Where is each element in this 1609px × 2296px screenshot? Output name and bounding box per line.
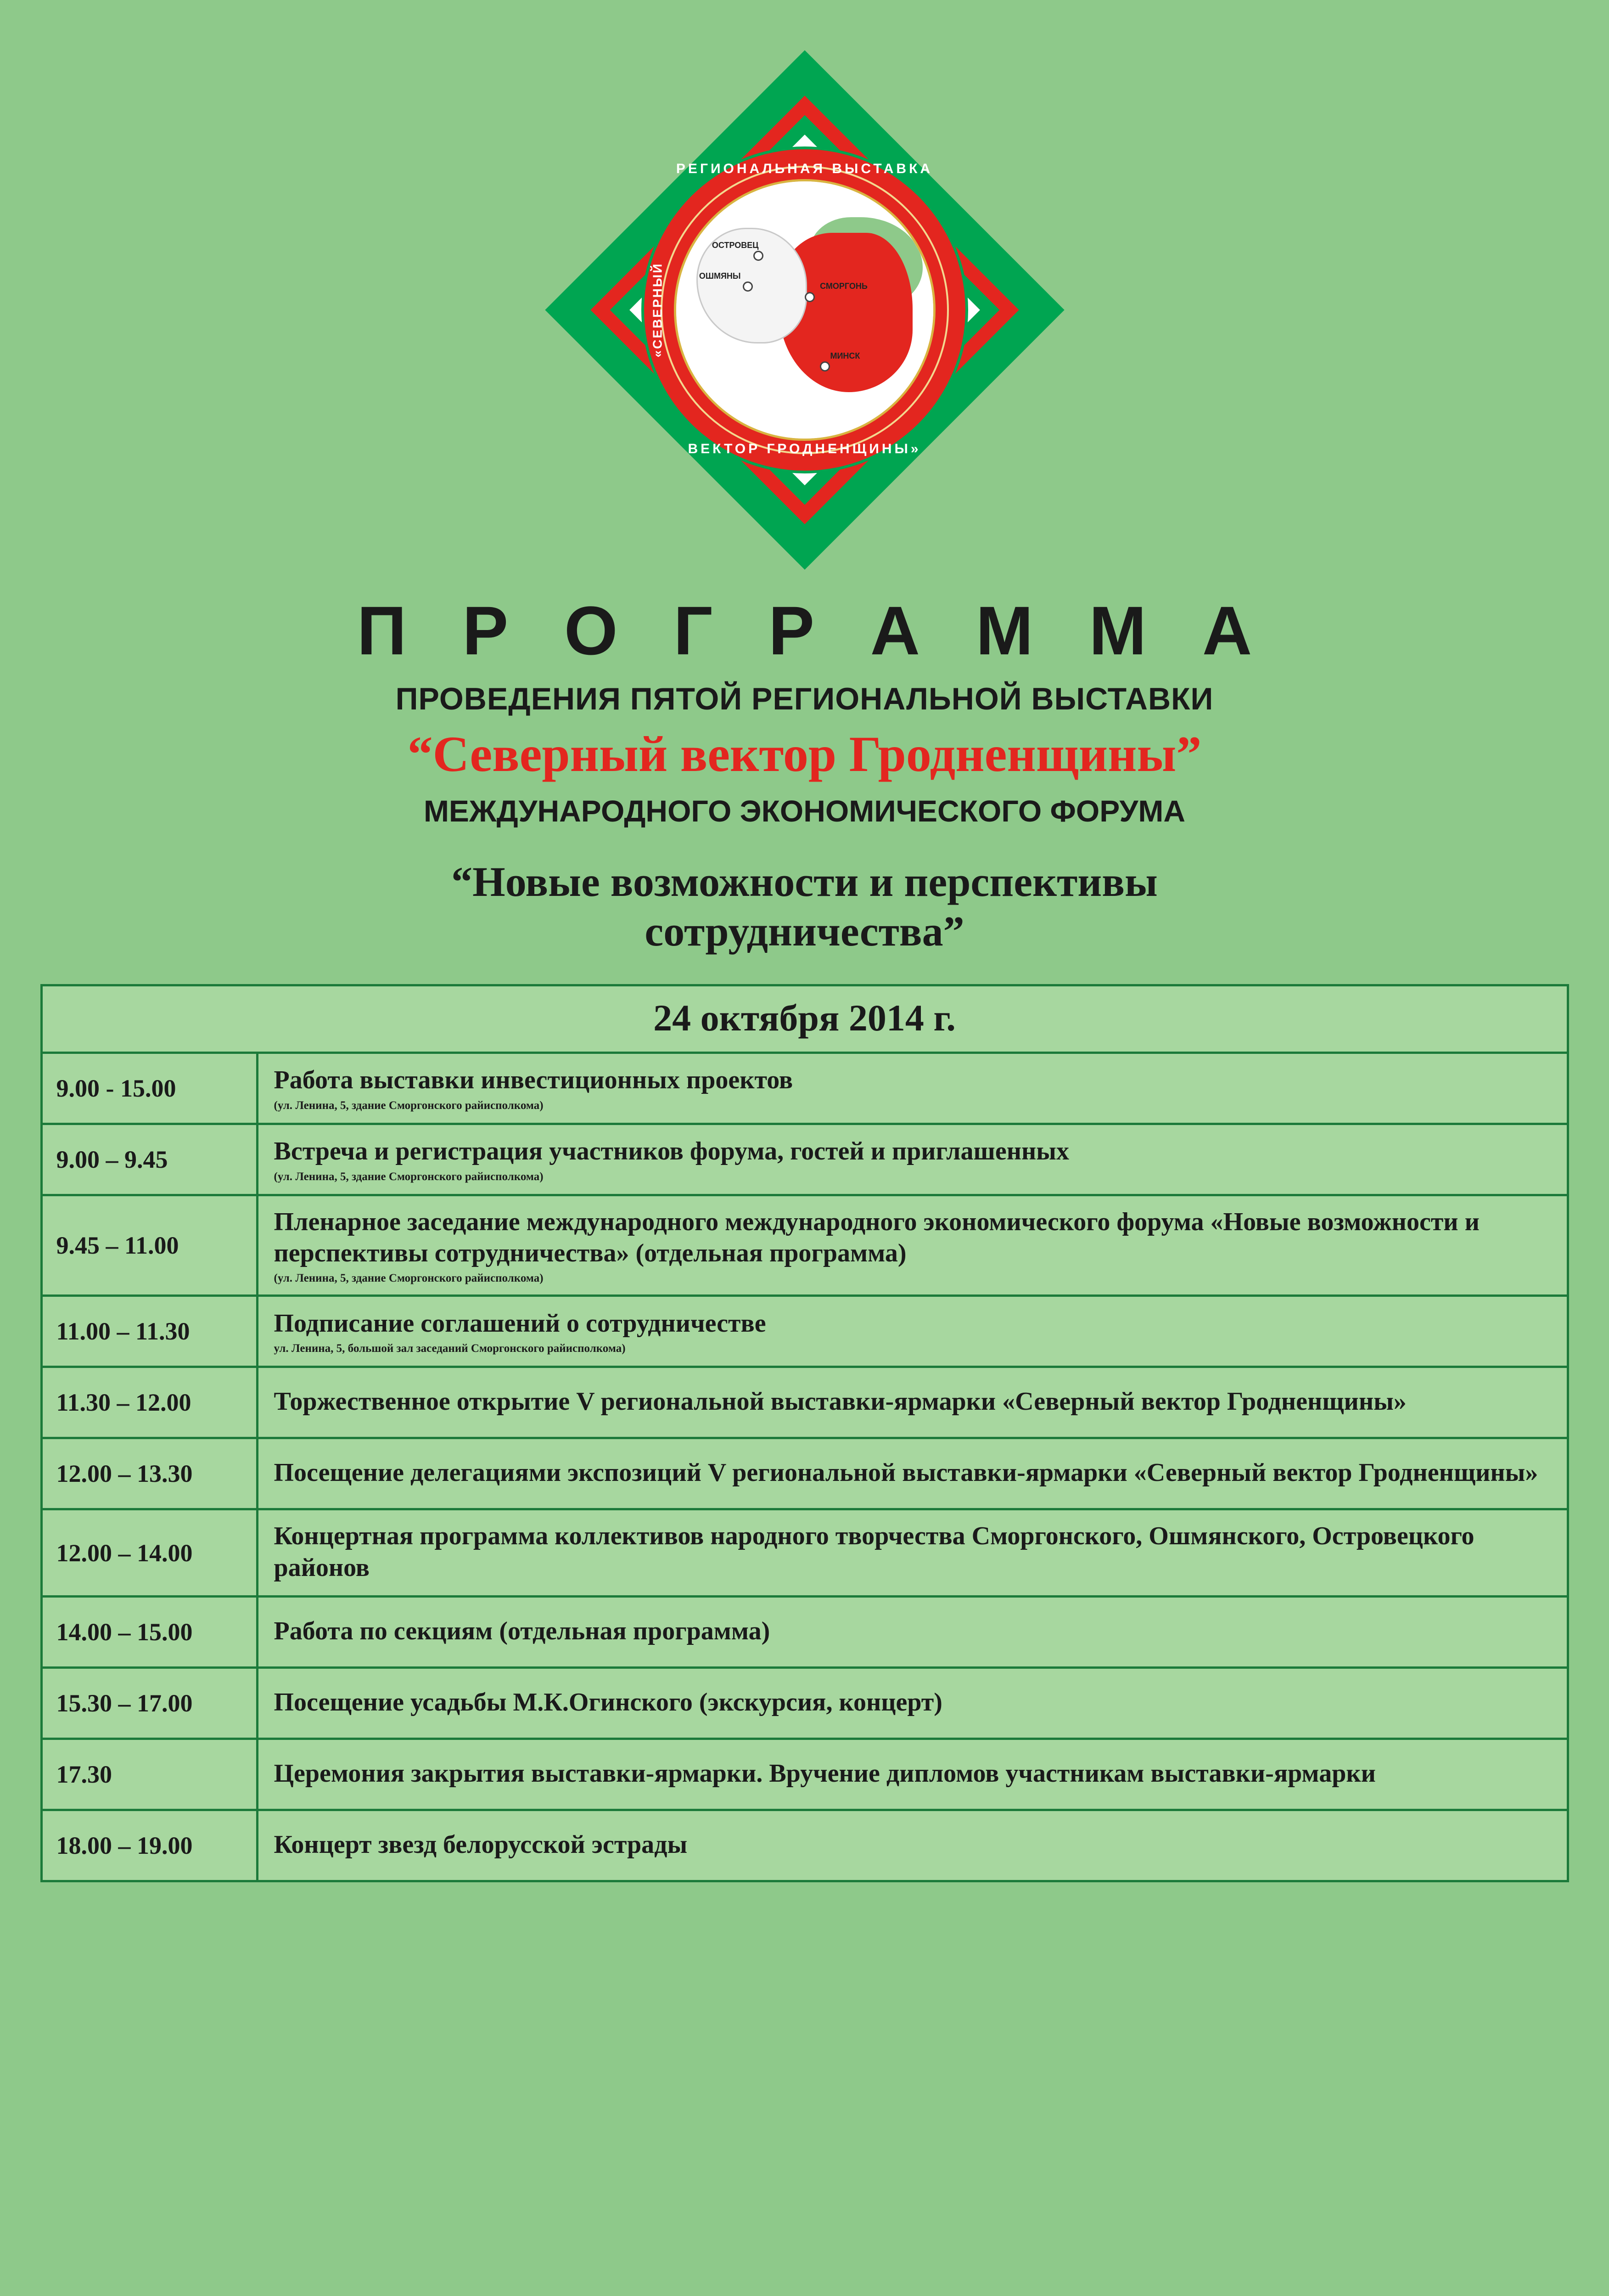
row-text: Пленарное заседание международного международного экономического форума «Новые возможности и перспективы сотрудничества» (отдельная программа): [274, 1207, 1480, 1267]
row-text: Концерт звезд белорусской эстрады: [274, 1830, 688, 1859]
poster-page: [0, 44, 1609, 2296]
map-label-minsk: МИНСК: [830, 351, 860, 360]
page-title: П Р О Г Р А М М А: [357, 592, 1271, 669]
row-time: 12.00 – 14.00: [43, 1510, 258, 1595]
table-row: [43, 1598, 1567, 1669]
table-row: [43, 1439, 1567, 1510]
row-text: Работа выставки инвестиционных проектов: [274, 1066, 793, 1095]
row-text: Посещение делегациями экспозиций V региональной выставки-ярмарки «Северный вектор Гродненщины»: [274, 1458, 1538, 1487]
row-description: [258, 1297, 1567, 1366]
forum-slogan: [208, 857, 1402, 957]
map-dot-minsk: [820, 361, 830, 371]
row-time: 9.00 - 15.00: [43, 1054, 258, 1123]
row-time: 9.45 – 11.00: [43, 1196, 258, 1295]
row-text: Концертная программа коллективов народного творчества Сморгонского, Ошмянского, Островецкого районов: [274, 1522, 1474, 1582]
map-label-smorgon: СМОРГОНЬ: [820, 281, 868, 291]
row-text: Работа по секциям (отдельная программа): [274, 1616, 770, 1645]
row-note: (ул. Ленина, 5, здание Сморгонского райисполкома): [274, 1099, 544, 1112]
exhibition-logo: [538, 44, 1071, 576]
table-row: [43, 1669, 1567, 1740]
row-description: [258, 1740, 1567, 1809]
row-description: [258, 1811, 1567, 1880]
row-time: 17.30: [43, 1740, 258, 1809]
row-description: [258, 1598, 1567, 1666]
table-row: [43, 1297, 1567, 1368]
logo-seal-text-left: «СЕВЕРНЫЙ: [650, 262, 664, 358]
logo-seal-text-bottom: ВЕКТОР ГРОДНЕНЩИНЫ»: [688, 441, 921, 456]
table-row: [43, 1054, 1567, 1125]
map-dot-smorgon: [805, 292, 815, 302]
row-description: [258, 1510, 1567, 1595]
row-note: (ул. Ленина, 5, здание Сморгонского райисполкома): [274, 1272, 544, 1285]
row-time: 11.30 – 12.00: [43, 1368, 258, 1437]
map-label-ostrovets: ОСТРОВЕЦ: [712, 240, 759, 250]
forum-slogan-line-2: сотрудничества”: [645, 908, 964, 955]
row-time: 18.00 – 19.00: [43, 1811, 258, 1880]
row-time: 12.00 – 13.30: [43, 1439, 258, 1508]
logo-seal-text-top: РЕГИОНАЛЬНАЯ ВЫСТАВКА: [676, 161, 933, 176]
forum-slogan-line-1: “Новые возможности и перспективы: [451, 858, 1158, 905]
row-description: [258, 1196, 1567, 1295]
subtitle-line-1: ПРОВЕДЕНИЯ ПЯТОЙ РЕГИОНАЛЬНОЙ ВЫСТАВКИ: [395, 681, 1214, 716]
row-text: Подписание соглашений о сотрудничестве: [274, 1309, 766, 1338]
table-row: [43, 1811, 1567, 1880]
subtitle-line-2: МЕЖДУНАРОДНОГО ЭКОНОМИЧЕСКОГО ФОРУМА: [423, 793, 1186, 828]
row-description: [258, 1669, 1567, 1738]
logo-map: [674, 179, 936, 441]
table-row: [43, 1196, 1567, 1297]
header-block: [0, 592, 1609, 957]
logo-seal: [644, 149, 965, 471]
exhibition-name: “Северный вектор Гродненщины”: [407, 726, 1202, 782]
table-row: [43, 1510, 1567, 1598]
row-note: (ул. Ленина, 5, здание Сморгонского райисполкома): [274, 1170, 544, 1183]
row-time: 11.00 – 11.30: [43, 1297, 258, 1366]
row-text: Встреча и регистрация участников форума, гостей и приглашенных: [274, 1137, 1069, 1166]
map-dot-oshmyany: [743, 281, 753, 292]
row-description: [258, 1125, 1567, 1194]
row-note: ул. Ленина, 5, большой зал заседаний Сморгонского райисполкома): [274, 1342, 626, 1355]
row-text: Торжественное открытие V региональной выставки-ярмарки «Северный вектор Гродненщины»: [274, 1387, 1407, 1416]
row-text: Посещение усадьбы М.К.Огинского (экскурсия, концерт): [274, 1688, 942, 1716]
table-row: [43, 1368, 1567, 1439]
schedule-date: 24 октября 2014 г.: [43, 986, 1567, 1054]
row-text: Церемония закрытия выставки-ярмарки. Вручение дипломов участникам выставки-ярмарки: [274, 1759, 1376, 1788]
schedule-table: [40, 984, 1569, 1882]
row-description: [258, 1368, 1567, 1437]
map-label-oshmyany: ОШМЯНЫ: [699, 271, 741, 281]
row-time: 15.30 – 17.00: [43, 1669, 258, 1738]
row-description: [258, 1054, 1567, 1123]
table-row: [43, 1125, 1567, 1196]
table-row: [43, 1740, 1567, 1811]
row-time: 14.00 – 15.00: [43, 1598, 258, 1666]
row-time: 9.00 – 9.45: [43, 1125, 258, 1194]
row-description: [258, 1439, 1567, 1508]
